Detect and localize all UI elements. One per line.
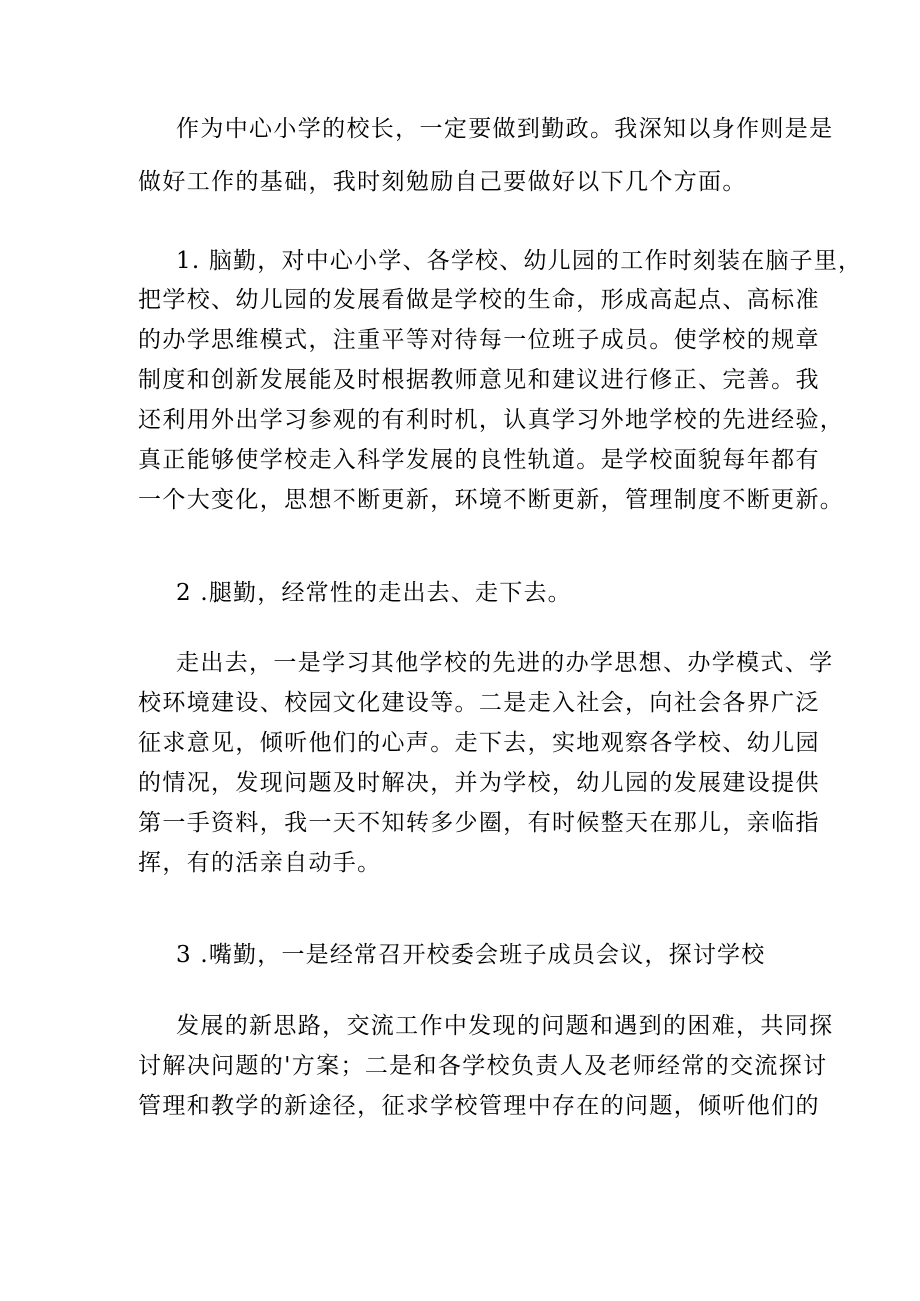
text-line: 做好工作的基础，我时刻勉励自己要做好以下几个方面。: [138, 169, 747, 195]
text-line: 管理和教学的新途径，征求学校管理中存在的问题，倾听他们的: [138, 1093, 820, 1119]
text-line: 讨解决问题的'方案；二是和各学校负责人及老师经常的交流探讨: [138, 1053, 828, 1079]
text-line: 真正能够使学校走入科学发展的良性轨道。是学校面貌每年都有: [138, 447, 820, 473]
text-line: 一个大变化，思想不断更新，环境不断更新，管理制度不断更新。: [138, 487, 845, 513]
text-line: 3 .嘴勤，一是经常召开校委会班子成员会议，探讨学校: [176, 942, 766, 968]
text-line: 校环境建设、校园文化建设等。二是走入社会，向社会各界广泛: [138, 690, 820, 716]
text-line: 发展的新思路，交流工作中发现的问题和遇到的困难，共同探: [176, 1013, 834, 1039]
text-line: 的办学思维模式，注重平等对待每一位班子成员。使学校的规章: [138, 327, 820, 353]
text-line: 走出去，一是学习其他学校的先进的办学思想、办学模式、学: [176, 650, 834, 676]
text-line: 把学校、幼儿园的发展看做是学校的生命，形成高起点、高标准: [138, 287, 820, 313]
text-line: 第一手资料，我一天不知转多少圈，有时候整天在那儿，亲临指: [138, 810, 820, 836]
text-line: 制度和创新发展能及时根据教师意见和建议进行修正、完善。我: [138, 367, 820, 393]
text-line: 挥，有的活亲自动手。: [138, 850, 382, 876]
text-line: 还利用外出学习参观的有利时机，认真学习外地学校的先进经验，: [138, 407, 845, 433]
text-line: 1. 脑勤，对中心小学、各学校、幼儿园的工作时刻装在脑子里，: [176, 248, 863, 274]
text-line: 征求意见，倾听他们的心声。走下去，实地观察各学校、幼儿园: [138, 730, 820, 756]
text-line: 作为中心小学的校长，一定要做到勤政。我深知以身作则是是: [176, 116, 834, 142]
text-line: 的情况，发现问题及时解决，并为学校，幼儿园的发展建设提供: [138, 770, 820, 796]
text-line: 2 .腿勤，经常性的走出去、走下去。: [176, 580, 572, 606]
